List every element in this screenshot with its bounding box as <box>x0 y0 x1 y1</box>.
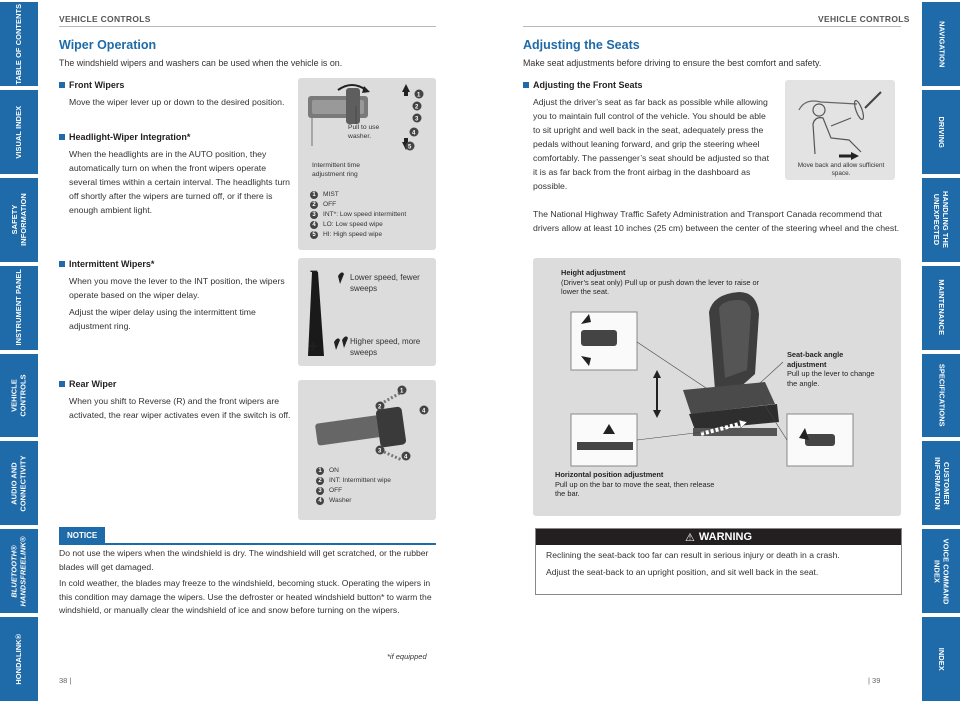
tab-label: VOICE COMMAND INDEX <box>933 538 951 605</box>
number-marker: 4 <box>310 221 318 229</box>
seatback-angle-text: Pull up the lever to change the angle. <box>787 369 875 388</box>
legend-item <box>310 190 406 200</box>
pull-washer-label: Pull to use washer. <box>348 124 380 140</box>
front-wipers-text: Move the wiper lever up or down to the desired position. <box>69 97 285 107</box>
tab-label: HONDALINK® <box>13 633 23 685</box>
tab-label: MAINTENANCE <box>937 279 947 336</box>
rear-wiper-heading <box>59 379 116 389</box>
height-adjustment-text: (Driver’s seat only) Pull up or push down the lever to raise or lower the seat. <box>561 277 760 296</box>
legend-item <box>310 230 406 240</box>
driver-posture-figure <box>785 80 895 180</box>
warning-paragraph-1: Reclining the seat-back too far can result in serious injury or death in a crash. <box>546 550 840 560</box>
warning-title: WARNING <box>698 531 753 543</box>
intermittent-heading <box>59 259 154 269</box>
legend-text: LO: Low speed wipe <box>323 221 383 228</box>
legend-text: OFF <box>323 201 337 208</box>
legend-text: OFF <box>329 487 343 494</box>
tab-voice-command-index[interactable] <box>922 529 960 613</box>
seats-intro: Make seat adjustments before driving to ensure the best comfort and safety. <box>523 58 822 68</box>
left-header-rule <box>59 26 436 27</box>
wiper-title: Wiper Operation <box>59 38 157 52</box>
left-tab-column <box>0 0 38 703</box>
tab-table-of-contents[interactable] <box>0 2 38 86</box>
tab-safety-information[interactable] <box>0 178 38 262</box>
legend-item <box>316 486 391 496</box>
svg-text:4: 4 <box>422 408 426 415</box>
legend-item <box>316 476 391 486</box>
notice-paragraph-1: Do not use the wipers when the windshield is dry. The windshield will get scratched, or the rubber blades will get damaged. <box>59 548 429 572</box>
intermittent-speed-figure <box>298 258 436 366</box>
tab-label: NAVIGATION <box>937 20 947 68</box>
tab-label: DRIVING <box>937 116 947 148</box>
warning-paragraph-2: Adjust the seat-back to an upright position, and sit well back in the seat. <box>546 566 819 577</box>
rear-wiper-legend <box>316 466 391 506</box>
warning-header <box>536 529 901 545</box>
warning-box <box>535 528 902 595</box>
bullet-square-icon <box>59 134 65 140</box>
number-marker: 5 <box>310 231 318 239</box>
svg-text:2: 2 <box>415 104 419 111</box>
minus-sign: – <box>310 262 318 278</box>
headlight-wiper-text: When the headlights are in the AUTO position, they automatically turn on when the front wipers operate several times within a certain interval. The headlights turn off shortly after the wipers are turned off, or if there is enough ambient light. <box>69 149 290 215</box>
seat-adjustment-figure <box>533 258 901 516</box>
legend-item <box>310 210 406 220</box>
seats-title: Adjusting the Seats <box>523 38 640 52</box>
tab-maintenance[interactable] <box>922 266 960 350</box>
tab-driving[interactable] <box>922 90 960 174</box>
bullet-square-icon <box>523 82 529 88</box>
tab-bluetooth-handsfreelink[interactable] <box>0 529 38 613</box>
horizontal-position-text: Pull up on the bar to move the seat, then release the bar. <box>555 479 715 498</box>
tab-navigation[interactable] <box>922 2 960 86</box>
left-page-header: VEHICLE CONTROLS <box>59 14 151 24</box>
right-page-header: VEHICLE CONTROLS <box>818 14 910 24</box>
legend-text: INT: Intermittent wipe <box>329 477 391 484</box>
horizontal-position-callout <box>555 470 715 499</box>
number-marker: 4 <box>316 497 324 505</box>
number-marker: 1 <box>316 467 324 475</box>
number-marker: 2 <box>310 201 318 209</box>
notice-rule <box>59 543 436 545</box>
svg-text:2: 2 <box>378 404 382 411</box>
heading-text: Headlight-Wiper Integration* <box>69 132 191 142</box>
svg-text:3: 3 <box>378 448 382 455</box>
tab-label: HANDLING THE UNEXPECTED <box>933 191 951 249</box>
tab-specifications[interactable] <box>922 354 960 438</box>
tab-audio-connectivity[interactable] <box>0 441 38 525</box>
warning-text <box>546 549 891 582</box>
wiper-lever-figure <box>298 78 436 250</box>
headlight-wiper-heading <box>59 132 190 142</box>
notice-tag: NOTICE <box>59 527 105 544</box>
wiper-intro: The windshield wipers and washers can be used when the vehicle is on. <box>59 58 343 68</box>
tab-label: CUSTOMER INFORMATION <box>933 456 951 510</box>
notice-paragraph-2: In cold weather, the blades may freeze to the windshield, becoming stuck. Operating the wipers in this condition may damage the wipers. Use the defroster or heated windshield button* to warm the windshield, or manually clear the windshield of ice and snow before turning on the wipers. <box>59 578 432 615</box>
lower-speed-label: Lower speed, fewer sweeps <box>350 273 420 293</box>
tab-instrument-panel[interactable] <box>0 266 38 350</box>
legend-text: INT*: Low speed intermittent <box>323 211 407 218</box>
svg-text:5: 5 <box>408 144 412 151</box>
tab-label: INSTRUMENT PANEL <box>13 269 23 346</box>
heading-text: Intermittent Wipers* <box>69 259 155 269</box>
legend-item <box>310 200 406 210</box>
legend-text: HI: High speed wipe <box>323 231 383 238</box>
notice-text <box>59 547 437 621</box>
rear-wiper-figure <box>298 380 436 520</box>
warning-triangle-icon: ⚠ <box>684 531 695 544</box>
front-seats-heading <box>523 80 643 90</box>
right-page-number: | 39 <box>868 676 881 685</box>
tab-label: VISUAL INDEX <box>13 105 23 159</box>
bullet-square-icon <box>59 82 65 88</box>
tab-customer-information[interactable] <box>922 441 960 525</box>
rear-wiper-switch-illustration <box>298 380 436 464</box>
legend-item <box>316 496 391 506</box>
bullet-square-icon <box>59 381 65 387</box>
number-marker: 2 <box>316 477 324 485</box>
front-seats-text-1: Adjust the driver’s seat as far back as possible while allowing you to maintain full control of the vehicle. You should be able to sit upright and well back in the seat, adequately press the pedals without leaning forward, and grip the steering wheel comfortably. The passenger’s seat should be adjusted so that it is as far back from the front airbag in the dashboard as possible. <box>533 97 769 191</box>
intermittent-text-1: When you move the lever to the INT position, the wipers operate based on the wiper delay. <box>69 276 285 300</box>
number-marker: 3 <box>316 487 324 495</box>
svg-text:4: 4 <box>404 454 408 461</box>
front-wipers-heading <box>59 80 124 90</box>
tab-label: INDEX <box>937 647 947 671</box>
height-adjustment-callout <box>561 268 767 297</box>
horizontal-position-title: Horizontal position adjustment <box>555 470 664 479</box>
legend-item <box>310 220 406 230</box>
legend-text: ON <box>329 467 339 474</box>
intermittent-text-2: Adjust the wiper delay using the intermittent time adjustment ring. <box>69 307 256 331</box>
height-adjustment-title: Height adjustment <box>561 268 626 277</box>
svg-text:4: 4 <box>412 130 416 137</box>
tab-label: BLUETOOTH® HANDSFREELINK® <box>9 536 28 607</box>
svg-text:1: 1 <box>400 388 404 395</box>
right-header-rule <box>523 26 901 27</box>
tab-vehicle-controls[interactable] <box>0 354 38 438</box>
heading-text: Adjusting the Front Seats <box>533 80 643 90</box>
wiper-lever-legend <box>310 190 406 240</box>
if-equipped-footnote: *if equipped <box>387 652 427 661</box>
bullet-square-icon <box>59 261 65 267</box>
legend-item <box>316 466 391 476</box>
right-tab-column <box>922 0 960 703</box>
tab-index[interactable] <box>922 617 960 701</box>
number-marker: 1 <box>310 191 318 199</box>
svg-text:1: 1 <box>417 92 421 99</box>
heading-text: Rear Wiper <box>69 379 117 389</box>
left-page-number: 38 | <box>59 676 72 685</box>
ring-label: Intermittent time adjustment ring <box>312 162 360 178</box>
tab-label: AUDIO AND CONNECTIVITY <box>9 455 28 512</box>
tab-label: SPECIFICATIONS <box>937 364 947 427</box>
tab-label: TABLE OF CONTENTS <box>13 3 23 85</box>
wiper-lever-illustration <box>298 78 436 168</box>
tab-label: SAFETY INFORMATION <box>9 193 28 247</box>
higher-speed-label: Higher speed, more sweeps <box>350 337 421 357</box>
rear-wiper-text: When you shift to Reverse (R) and the front wipers are activated, the rear wiper activates even if the switch is off. <box>69 396 291 420</box>
heading-text: Front Wipers <box>69 80 125 90</box>
intermittent-text <box>69 274 291 336</box>
legend-text: Washer <box>329 497 352 504</box>
tab-label: VEHICLE CONTROLS <box>9 374 27 417</box>
plus-sign: + <box>308 338 318 355</box>
number-marker: 3 <box>310 211 318 219</box>
tab-visual-index[interactable] <box>0 90 38 174</box>
tab-handling-the-unexpected[interactable] <box>922 178 960 262</box>
seatback-angle-title: Seat-back angle adjustment <box>787 350 844 369</box>
driver-fig-caption: Move back and allow sufficient space. <box>797 162 885 177</box>
svg-text:3: 3 <box>415 116 419 123</box>
seatback-angle-callout <box>787 350 879 388</box>
front-seats-text-2: The National Highway Traffic Safety Administration and Transport Canada recommend that drivers allow at least 10 inches (25 cm) between the center of the steering wheel and the chest. <box>533 209 900 233</box>
legend-text: MIST <box>323 191 339 198</box>
tab-hondalink[interactable] <box>0 617 38 701</box>
